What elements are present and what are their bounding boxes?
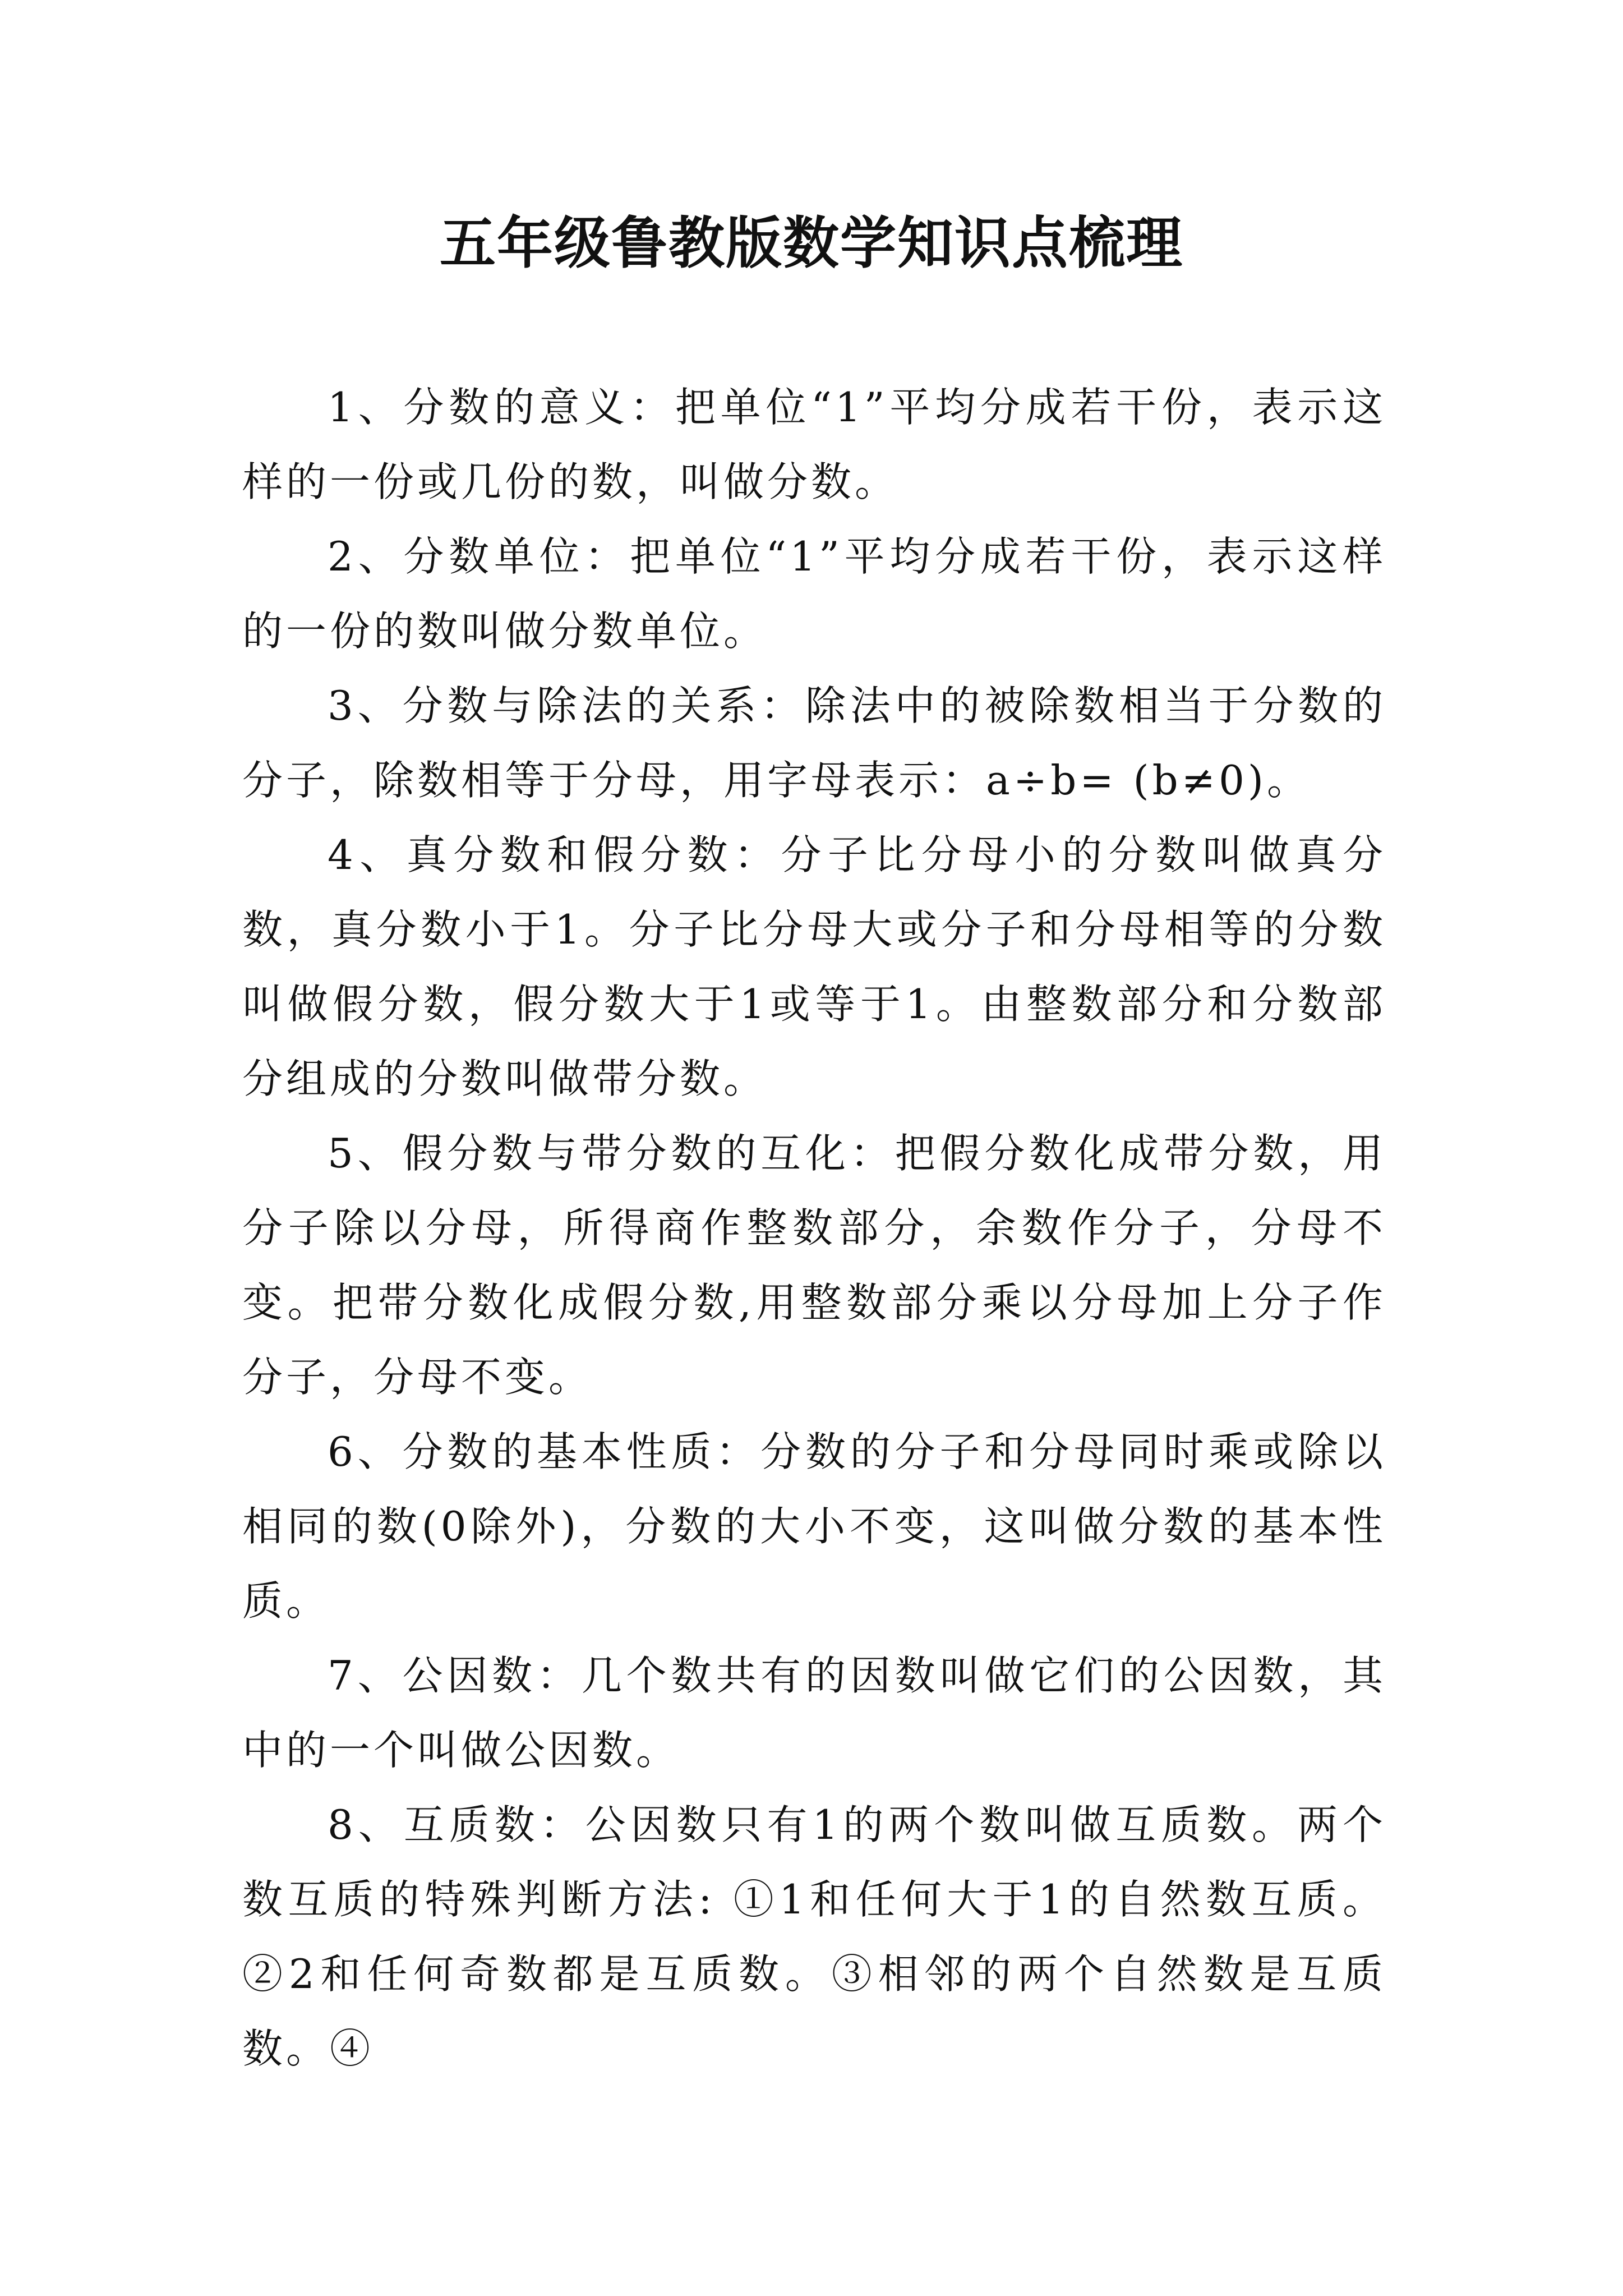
paragraph-8: 8、互质数：公因数只有1的两个数叫做互质数。两个数互质的特殊判断方法: ①1和任何大于1的自然数互质。②2和任何奇数都是互质数。③相邻的两个自然数是互质数。④ [242, 1801, 1386, 2072]
document-title: 五年级鲁教版数学知识点梳理 [440, 210, 1183, 276]
document-body [242, 370, 1386, 2086]
paragraph-1: 1、分数的意义：把单位“1”平均分成若干份，表示这样的一份或几份的数，叫做分数。 [242, 384, 1386, 505]
paragraph-2: 2、分数单位：把单位“1”平均分成若干份，表示这样的一份的数叫做分数单位。 [242, 533, 1386, 655]
paragraph-4: 4、真分数和假分数：分子比分母小的分数叫做真分数，真分数小于1。分子比分母大或分子和分母相等的分数叫做假分数，假分数大于1或等于1。由整数部分和分数部分组成的分数叫做带分数。 [242, 831, 1386, 1102]
paragraph-6: 6、分数的基本性质：分数的分子和分母同时乘或除以相同的数(0除外)，分数的大小不变，这叫做分数的基本性质。 [242, 1428, 1386, 1625]
paragraph-3: 3、分数与除法的关系：除法中的被除数相当于分数的分子，除数相等于分母，用字母表示：a÷b= (b≠0)。 [242, 682, 1386, 804]
paragraph-7: 7、公因数：几个数共有的因数叫做它们的公因数，其中的一个叫做公因数。 [242, 1652, 1386, 1774]
paragraph-5: 5、假分数与带分数的互化：把假分数化成带分数，用分子除以分母，所得商作整数部分，余数作分子，分母不变。把带分数化成假分数,用整数部分乘以分母加上分子作分子，分母不变。 [242, 1130, 1386, 1401]
